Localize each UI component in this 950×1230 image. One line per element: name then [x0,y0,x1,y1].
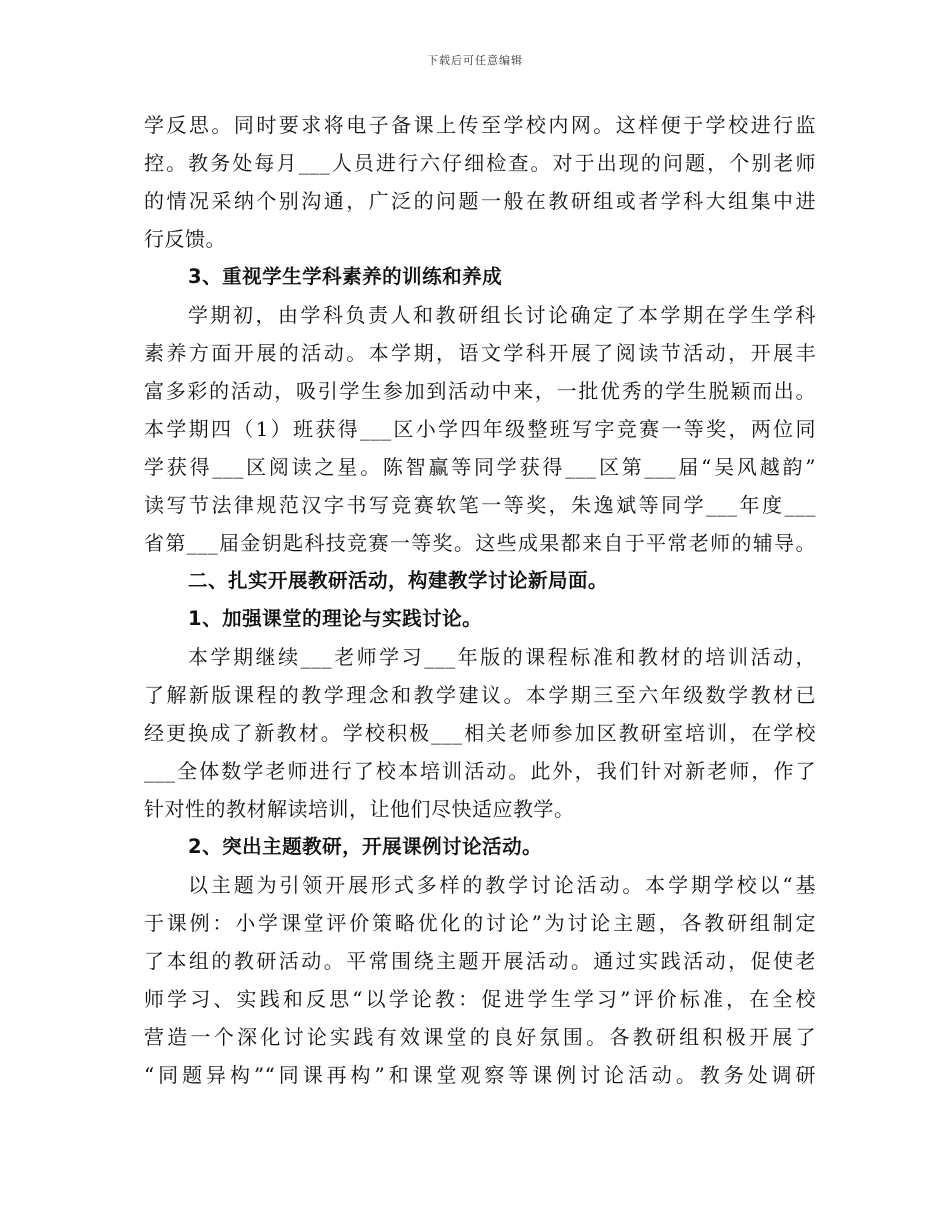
text-line: 的情况采纳个别沟通，广泛的问题一般在教研组或者学科大组集中进 [144,189,816,213]
section-heading: 3、重视学生学科素养的训练和养成 [188,265,503,288]
text-line: 省第___届金钥匙科技竞赛一等奖。这些成果都来自于平常老师的辅导。 [144,531,816,555]
text-line: 了本组的教研活动。平常围绕主题开展活动。通过实践活动，促使老 [144,949,816,973]
text-line: 经更换成了新教材。学校积极___相关老师参加区教研室培训，在学校 [144,721,816,745]
text-line: ___全体数学老师进行了校本培训活动。此外，我们针对新老师，作了 [144,759,816,783]
text-line: 学获得___区阅读之星。陈智赢等同学获得___区第___届“吴风越韵” [144,455,816,479]
text-line: 针对性的教材解读培训，让他们尽快适应教学。 [144,797,575,821]
text-line: 营造一个深化讨论实践有效课堂的良好氛围。各教研组积极开展了 [144,1025,816,1049]
text-line: 师学习、实践和反思“以学论教：促进学生学习”评价标准，在全校 [144,987,816,1011]
text-line: 本学期四（1）班获得___区小学四年级整班写字竞赛一等奖，两位同 [144,417,816,441]
section-heading: 1、加强课堂的理论与实践讨论。 [188,607,483,630]
text-line: 行反馈。 [144,227,226,251]
text-line: 于课例：小学课堂评价策略优化的讨论”为讨论主题，各教研组制定 [144,911,816,935]
section-heading: 二、扎实开展教研活动，构建教学讨论新局面。 [188,569,609,592]
text-line: 学反思。同时要求将电子备课上传至学校内网。这样便于学校进行监 [144,113,816,137]
text-line: 读写节法律规范汉字书写竞赛软笔一等奖，朱逸斌等同学___年度___ [144,493,816,517]
text-line: 以主题为引领开展形式多样的教学讨论活动。本学期学校以“基 [188,873,816,897]
text-line: 本学期继续___老师学习___年版的课程标准和教材的培训活动， [188,645,816,669]
text-line: “同题异构”“同课再构”和课堂观察等课例讨论活动。教务处调研 [144,1063,816,1087]
text-line: 控。教务处每月___人员进行六仔细检查。对于出现的问题，个别老师 [144,151,816,175]
text-line: 了解新版课程的教学理念和教学建议。本学期三至六年级数学教材已 [144,683,816,707]
text-line: 学期初，由学科负责人和教研组长讨论确定了本学期在学生学科 [188,303,816,327]
page-header: 下载后可任意编辑 [427,54,523,67]
section-heading: 2、突出主题教研，开展课例讨论活动。 [188,835,543,858]
text-line: 素养方面开展的活动。本学期，语文学科开展了阅读节活动，开展丰 [144,341,816,365]
text-line: 富多彩的活动，吸引学生参加到活动中来，一批优秀的学生脱颖而出。 [144,379,816,403]
document-body [144,106,816,1094]
